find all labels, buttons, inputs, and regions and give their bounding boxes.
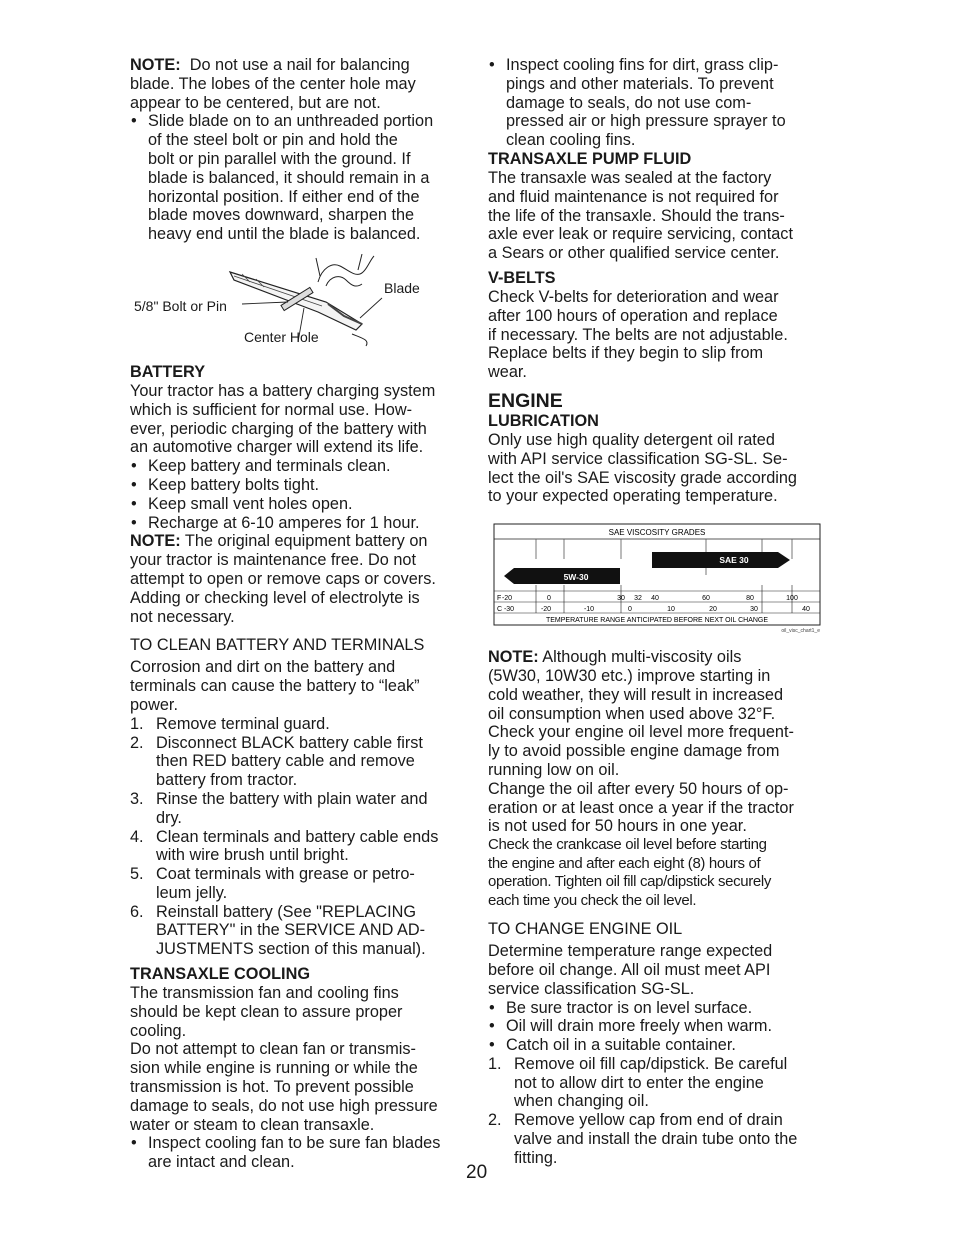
note-balancing: NOTE: Do not use a nail for balancing blade. The lobes of the center hole may appear to be centered, but are not. (130, 56, 416, 112)
bolt-leader-line (242, 302, 288, 304)
list-item: • Inspect cooling fins for dirt, grass clip- pings and other materials. To prevent damage to seals, do not use com- pressed air or high pressure sprayer to clean cooling fins. (488, 56, 828, 150)
chart-code: oil_visc_chart1_e (781, 628, 820, 635)
list-item: • Keep battery and terminals clean. (130, 457, 470, 476)
tick-label: 100 (786, 595, 798, 603)
chart-title: SAE VISCOSITY GRADES (608, 528, 706, 538)
tick-label: -20 (501, 595, 513, 603)
tick-label: 40 (651, 595, 659, 603)
fins-bullets (488, 56, 828, 150)
vbelts-paragraph: Check V-belts for deterioration and wear after 100 hours of operation and replace if necessary. The belts are not adjustable. Replace belts if they begin to slip from wear. (488, 287, 788, 382)
change-oil-heading: TO CHANGE ENGINE OIL (488, 920, 683, 939)
lubrication-heading: LUBRICATION (488, 411, 599, 430)
note-multi-viscosity: NOTE: Although multi-viscosity oils (5W30, 10W30 etc.) improve starting in cold weather, they will result in increased oil consumption when used above 32°F. Check your engine oil level more frequent- ly to avoid possible engine damage from running low on oil. Change the oil after every 50 hours of op- eration or at least once a year if the tractor is not used for 50 hours in one year. (488, 648, 794, 836)
right-column (488, 56, 828, 1168)
list-item: • Inspect cooling fan to be sure fan blades are intact and clean. (130, 1134, 470, 1172)
center-hole-label: Center Hole (244, 328, 319, 345)
vbelts-heading: V-BELTS (488, 268, 556, 287)
blade-balance-figure (130, 254, 470, 354)
tick-label: 30 (617, 595, 625, 603)
list-item: 1. Remove terminal guard. (130, 714, 330, 733)
tick-label: 0 (547, 595, 551, 603)
battery-heading: BATTERY (130, 362, 206, 381)
bolt-label: 5/8" Bolt or Pin (134, 297, 227, 314)
battery-paragraph: Your tractor has a battery charging system which is sufficient for normal use. How- ever, periodic charging of the battery with an automotive charger will extend its life. (130, 381, 436, 457)
battery-bullets (130, 457, 470, 532)
tick-label: -30 (503, 606, 515, 614)
5w30-label: 5W-30 (563, 572, 589, 583)
transaxle-bullets (130, 1134, 470, 1172)
list-item: 5. Coat terminals with grease or petro- leum jelly. (130, 865, 415, 902)
tick-label: 20 (709, 606, 717, 614)
change-oil-steps (488, 1055, 828, 1168)
check-oil-paragraph: Check the crankcase oil level before starting the engine and after each eight (8) hours of operation. Tighten oil fill cap/dipstick securely each time you check the oil level. (488, 836, 772, 909)
list-item: • Be sure tractor is on level surface. (488, 999, 828, 1018)
tick-label: 40 (802, 606, 810, 614)
list-item: • Keep small vent holes open. (130, 495, 470, 514)
tick-label: 80 (746, 595, 754, 603)
clean-battery-paragraph: Corrosion and dirt on the battery and terminals can cause the battery to “leak” power. (130, 658, 420, 714)
list-item: 2. Disconnect BLACK battery cable first then RED battery cable and remove battery from tractor. (130, 733, 423, 790)
note-battery: NOTE: The original equipment battery on your tractor is maintenance free. Do not attempt to open or remove caps or covers. Adding or checking level of electrolyte is not necessary. (130, 532, 436, 626)
viscosity-chart-svg (488, 522, 822, 640)
page-number: 20 (466, 1162, 488, 1183)
list-item: 2. Remove yellow cap from end of drain valve and install the drain tube onto the fitting. (488, 1111, 798, 1167)
tick-label: 10 (667, 606, 675, 614)
list-item: • Recharge at 6-10 amperes for 1 hour. (130, 514, 470, 533)
chart-footer: TEMPERATURE RANGE ANTICIPATED BEFORE NEXT OIL CHANGE (545, 617, 769, 625)
list-item: • Catch oil in a suitable container. (488, 1036, 828, 1055)
pump-fluid-heading: TRANSAXLE PUMP FLUID (488, 149, 692, 168)
tick-label: -10 (583, 606, 595, 614)
engine-heading: ENGINE (488, 389, 563, 412)
lubrication-paragraph: Only use high quality detergent oil rated with API service classification SG-SL. Se- lect the oil's SAE viscosity grade according to your expected operating temperature. (488, 430, 797, 506)
change-oil-paragraph: Determine temperature range expected before oil change. All oil must meet API service classification SG-SL. (488, 942, 773, 998)
list-item: 3. Rinse the battery with plain water and dry. (130, 789, 428, 827)
blade-leader-line (360, 298, 382, 318)
5w30-bar (504, 568, 620, 584)
sae-viscosity-chart (488, 522, 822, 640)
left-column (130, 56, 470, 1172)
tick-label: 0 (628, 606, 632, 614)
list-item: 6. Reinstall battery (See "REPLACING BATTERY" in the SERVICE AND AD- JUSTMENTS section of this manual). (130, 902, 426, 959)
list-item: • Keep battery bolts tight. (130, 476, 470, 495)
tick-label: 30 (750, 606, 758, 614)
blade-label: Blade (384, 279, 420, 296)
f-axis-label: F (497, 595, 502, 603)
tick-label: 60 (702, 595, 710, 603)
list-item: • Oil will drain more freely when warm. (488, 1017, 828, 1036)
transaxle-cooling-paragraph: The transmission fan and cooling fins should be kept clean to assure proper cooling. Do not attempt to clean fan or transmis- sion while engine is running or while the transmission is hot. To prevent possible damage to seals, do not use high pressure water or steam to clean transaxle. (130, 984, 438, 1134)
transaxle-cooling-heading: TRANSAXLE COOLING (130, 965, 311, 984)
clean-battery-heading: TO CLEAN BATTERY AND TERMINALS (130, 636, 425, 655)
change-oil-bullets (488, 999, 828, 1055)
balance-bullets (130, 112, 470, 244)
list-item: • Slide blade on to an unthreaded portion of the steel bolt or pin and hold the bolt or pin parallel with the ground. If blade is balanced, it should remain in a horizontal position. If either end of the blade moves downward, sharpen the heavy end until the blade is balanced. (130, 112, 470, 244)
tick-label: -20 (540, 606, 552, 614)
pump-fluid-paragraph: The transaxle was sealed at the factory and fluid maintenance is not required for the life of the transaxle. Should the trans- axle ever leak or require servicing, contact a Sears or other qualified service center. (488, 168, 793, 263)
clean-battery-steps (130, 715, 470, 959)
list-item: 4. Clean terminals and battery cable ends with wire brush until bright. (130, 827, 439, 865)
tick-label: 32 (634, 595, 642, 603)
list-item: 1. Remove oil fill cap/dipstick. Be careful not to allow dirt to enter the engine when changing oil. (488, 1054, 788, 1111)
sae30-label: SAE 30 (719, 555, 749, 566)
c-axis-label: C (497, 606, 503, 614)
